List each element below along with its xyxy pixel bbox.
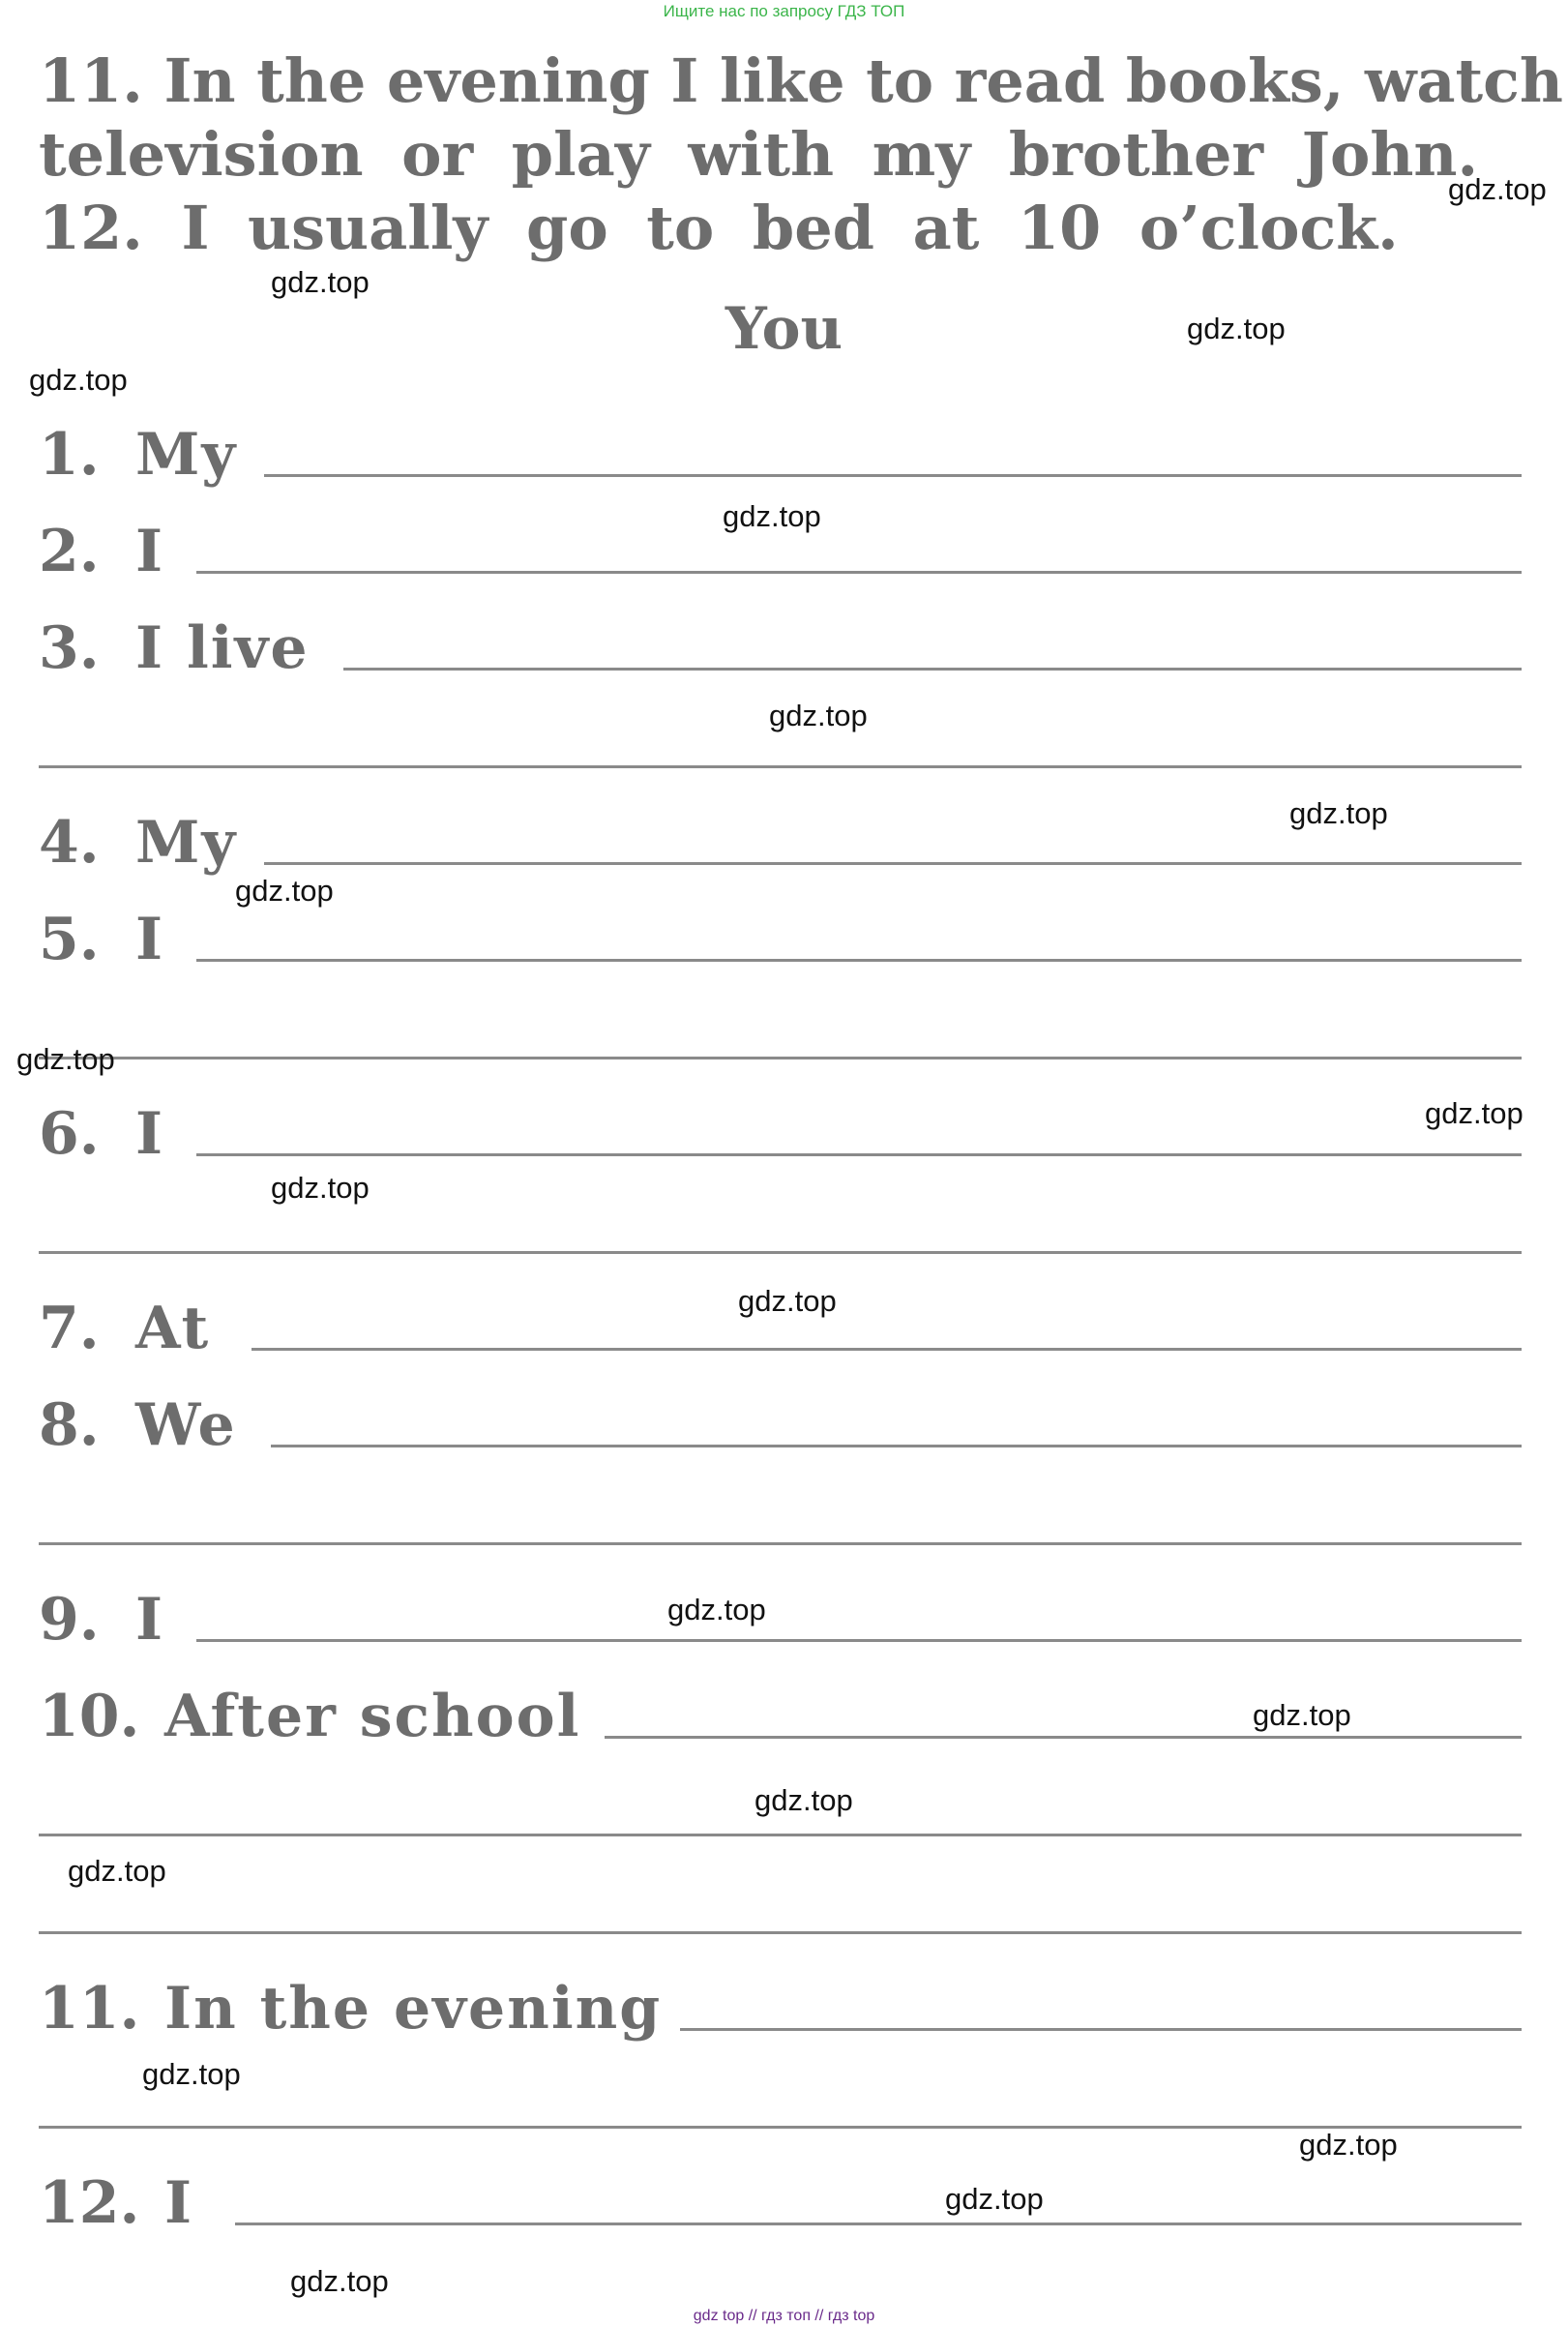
watermark: gdz.top xyxy=(769,699,868,732)
exercise-item-8 xyxy=(39,1382,274,1459)
answer-line-10[interactable] xyxy=(605,1736,1522,1739)
item-prompt: After school xyxy=(164,1683,581,1750)
watermark: gdz.top xyxy=(945,2182,1044,2216)
item-number: 11. xyxy=(39,1975,140,2043)
watermark: gdz.top xyxy=(723,499,821,533)
watermark: gdz.top xyxy=(29,363,128,397)
intro-line-2: television or play with my brother John. xyxy=(39,119,1479,190)
watermark: gdz.top xyxy=(16,1042,115,1076)
item-number: 3. xyxy=(39,614,100,682)
intro-line-3: 12. I usually go to bed at 10 o’clock. xyxy=(39,193,1399,263)
answer-line-5[interactable] xyxy=(196,959,1522,962)
item-prompt: My xyxy=(135,421,238,489)
item-prompt: We xyxy=(135,1391,237,1459)
item-number: 9. xyxy=(39,1586,100,1654)
answer-line-2[interactable] xyxy=(196,571,1522,574)
watermark: gdz.top xyxy=(667,1593,766,1626)
item-prompt: In the evening xyxy=(164,1975,663,2043)
watermark: gdz.top xyxy=(738,1284,837,1318)
item-prompt: My xyxy=(135,809,238,877)
answer-line-3-continued[interactable] xyxy=(39,765,1522,768)
watermark: gdz.top xyxy=(235,874,334,908)
item-number: 12. xyxy=(39,2169,140,2237)
answer-line-6-continued[interactable] xyxy=(39,1251,1522,1254)
watermark: gdz.top xyxy=(1448,172,1547,206)
item-number: 5. xyxy=(39,906,100,973)
answer-line-4[interactable] xyxy=(264,862,1522,865)
watermark: gdz.top xyxy=(68,1854,166,1888)
item-prompt: I xyxy=(135,1100,165,1168)
exercise-item-9 xyxy=(39,1576,201,1654)
answer-line-3[interactable] xyxy=(343,668,1522,671)
answer-line-8[interactable] xyxy=(271,1445,1522,1447)
exercise-item-6 xyxy=(39,1090,201,1168)
answer-line-10-continued-2[interactable] xyxy=(39,1931,1522,1934)
answer-line-10-continued-1[interactable] xyxy=(39,1834,1522,1836)
top-banner[interactable]: Ищите нас по запросу ГДЗ ТОП xyxy=(663,2,905,20)
intro-line-1: 11. In the evening I like to read books, watch xyxy=(39,45,1564,116)
answer-line-5-continued[interactable] xyxy=(39,1057,1522,1059)
exercise-item-12 xyxy=(39,2160,230,2237)
exercise-item-11 xyxy=(39,1965,698,2043)
item-prompt: At xyxy=(135,1295,211,1362)
exercise-item-1 xyxy=(39,411,274,489)
watermark: gdz.top xyxy=(1187,312,1286,345)
item-number: 8. xyxy=(39,1391,100,1459)
watermark: gdz.top xyxy=(290,2264,389,2298)
watermark: gdz.top xyxy=(1299,2128,1398,2162)
item-number: 7. xyxy=(39,1295,100,1362)
exercise-item-2 xyxy=(39,508,201,585)
answer-line-9[interactable] xyxy=(196,1639,1522,1642)
answer-line-6[interactable] xyxy=(196,1153,1522,1156)
watermark: gdz.top xyxy=(271,265,370,299)
watermark: gdz.top xyxy=(754,1783,853,1817)
item-number: 2. xyxy=(39,518,100,585)
bottom-banner[interactable]: gdz top // гдз топ // гдз top xyxy=(693,2308,875,2324)
watermark: gdz.top xyxy=(1425,1096,1524,1130)
exercise-item-4 xyxy=(39,799,274,877)
item-number: 10. xyxy=(39,1683,140,1750)
section-heading: You xyxy=(725,295,843,363)
answer-line-12[interactable] xyxy=(235,2223,1522,2225)
watermark: gdz.top xyxy=(142,2057,241,2091)
exercise-item-10 xyxy=(39,1673,617,1750)
exercise-item-3 xyxy=(39,605,346,682)
watermark: gdz.top xyxy=(271,1171,370,1205)
answer-line-7[interactable] xyxy=(251,1348,1522,1351)
exercise-item-5 xyxy=(39,896,201,973)
item-prompt: I live xyxy=(135,614,310,682)
answer-line-8-continued[interactable] xyxy=(39,1542,1522,1545)
answer-line-11[interactable] xyxy=(680,2028,1522,2031)
item-number: 1. xyxy=(39,421,100,489)
item-prompt: I xyxy=(164,2169,194,2237)
answer-line-1[interactable] xyxy=(264,474,1522,477)
exercise-item-7 xyxy=(39,1285,247,1362)
item-number: 6. xyxy=(39,1100,100,1168)
watermark: gdz.top xyxy=(1253,1698,1351,1732)
item-prompt: I xyxy=(135,1586,165,1654)
item-prompt: I xyxy=(135,906,165,973)
watermark: gdz.top xyxy=(1289,796,1388,830)
item-prompt: I xyxy=(135,518,165,585)
item-number: 4. xyxy=(39,809,100,877)
